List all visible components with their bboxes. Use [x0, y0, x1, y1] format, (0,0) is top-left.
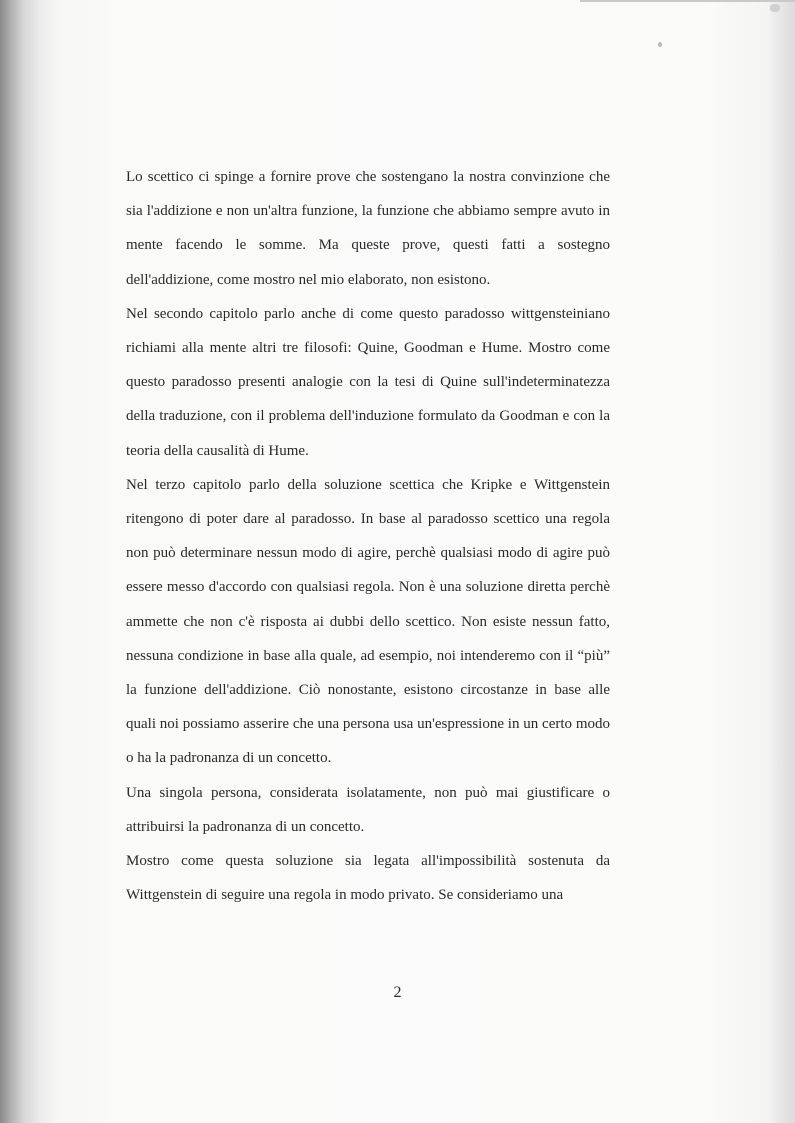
page-number: 2 [393, 984, 402, 1001]
scan-speck [658, 42, 662, 47]
paragraph-2: Nel secondo capitolo parlo anche di come questo paradosso wittgensteiniano richiami alla mente altri tre filosofi: Quine, Goodman e Hume. Mostro come questo paradosso presenti analogie con la tesi di Quine sull'indeterminatezza della traduzione, con il problema dell'induzione formulato da Goodman e con la teoria della causalità di Hume. [126, 305, 610, 459]
paragraph-5: Mostro come questa soluzione sia legata all'impossibilità sostenuta da Wittgenstein di seguire una regola in modo privato. Se consideriamo una [126, 853, 610, 904]
paragraph-3: Nel terzo capitolo parlo della soluzione scettica che Kripke e Wittgenstein ritengono di poter dare al paradosso. In base al paradosso scettico una regola non può determinare nessun modo di agire, perchè qualsiasi modo di agire può essere messo d'accordo con qualsiasi regola. Non è una soluzione diretta perchè ammette che non c'è risposta ai dubbi dello scettico. Non esiste nessun fatto, nessuna condizione in base alla quale, ad esempio, noi intenderemo con il “più” la funzione dell'addizione. Ciò nonostante, esistono circostanze in base alle quali noi possiamo asserire che una persona usa un'espressione in un certo modo o ha la padronanza di un concetto. [126, 476, 610, 767]
scan-shadow-right [767, 0, 795, 1123]
scan-corner-mark [770, 4, 780, 12]
scan-top-edge [580, 0, 795, 2]
paragraph-1: Lo scettico ci spinge a fornire prove che sostengano la nostra convinzione che sia l'addizione e non un'altra funzione, la funzione che abbiamo sempre avuto in mente facendo le somme. Ma queste prove, questi fatti a sostegno dell'addizione, come mostro nel mio elaborato, non esistono. [126, 169, 610, 288]
paragraph-4: Una singola persona, considerata isolatamente, non può mai giustificare o attribuirsi la padronanza di un concetto. [126, 784, 610, 835]
body-text [126, 160, 610, 912]
